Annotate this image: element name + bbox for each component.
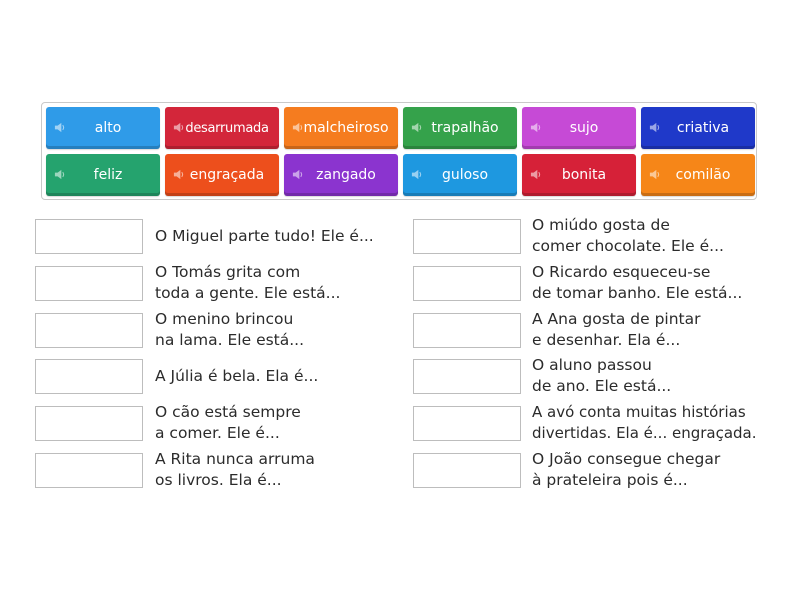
speaker-icon[interactable] [411, 122, 422, 133]
word-tile-engracada[interactable] [165, 154, 279, 196]
word-tile-guloso[interactable] [403, 154, 517, 196]
speaker-icon[interactable] [411, 169, 422, 180]
answer-slot[interactable] [35, 406, 143, 441]
speaker-icon[interactable] [173, 169, 184, 180]
word-tile-label: malcheiroso [303, 120, 389, 136]
answer-slot[interactable] [35, 219, 143, 254]
speaker-icon[interactable] [292, 169, 303, 180]
word-tile-label: criativa [676, 120, 730, 136]
sentence-text: O menino brincou na lama. Ele está... [155, 310, 305, 349]
sentence-text: O miúdo gosta de comer chocolate. Ele é... [532, 216, 724, 255]
speaker-icon[interactable] [173, 122, 184, 133]
answer-slot[interactable] [413, 453, 521, 488]
answer-slot[interactable] [413, 219, 521, 254]
word-tile-bonita[interactable] [522, 154, 636, 196]
sentence-text: O João consegue chegar à prateleira pois é... [532, 450, 721, 489]
speaker-icon[interactable] [54, 169, 65, 180]
word-tile-malcheiroso[interactable] [284, 107, 398, 149]
sentence-text: O Ricardo esqueceu-se de tomar banho. Ele está... [532, 263, 743, 302]
word-tile-zangado[interactable] [284, 154, 398, 196]
sentence-text: A Júlia é bela. Ela é... [155, 367, 319, 385]
word-tile-label: trapalhão [431, 120, 499, 136]
answer-slot[interactable] [35, 313, 143, 348]
sentence-text: O Tomás grita com toda a gente. Ele está... [155, 263, 341, 302]
sentence-text: O Miguel parte tudo! Ele é... [155, 227, 374, 245]
word-tile-comilao[interactable] [641, 154, 755, 196]
answer-slot[interactable] [35, 266, 143, 301]
word-tile-label: guloso [441, 167, 489, 183]
answer-slot[interactable] [413, 266, 521, 301]
word-tile-label: engraçada [189, 167, 265, 183]
word-tile-label: feliz [93, 167, 123, 183]
word-tile-criativa[interactable] [641, 107, 755, 149]
word-bank [41, 102, 757, 200]
word-tile-label: comilão [675, 167, 731, 183]
word-tile-desarrumada[interactable] [165, 107, 279, 149]
answer-slot[interactable] [35, 359, 143, 394]
speaker-icon[interactable] [54, 122, 65, 133]
word-tile-label: zangado [316, 167, 376, 183]
speaker-icon[interactable] [649, 169, 660, 180]
speaker-icon[interactable] [530, 169, 541, 180]
sentence-text: O cão está sempre a comer. Ele é... [155, 403, 301, 442]
sentence-text: A avó conta muitas histórias divertidas. Ela é... engraçada. [532, 403, 757, 442]
word-tile-label: desarrumada [185, 120, 269, 136]
word-tile-label: alto [94, 120, 122, 136]
speaker-icon[interactable] [530, 122, 541, 133]
word-tile-label: bonita [561, 167, 607, 183]
answer-slot[interactable] [35, 453, 143, 488]
answer-slot[interactable] [413, 359, 521, 394]
word-tile-feliz[interactable] [46, 154, 160, 196]
word-tile-trapalhao[interactable] [403, 107, 517, 149]
sentence-text: A Ana gosta de pintar e desenhar. Ela é... [532, 310, 701, 349]
speaker-icon[interactable] [649, 122, 660, 133]
answer-slot[interactable] [413, 313, 521, 348]
sentence-text: A Rita nunca arruma os livros. Ela é... [155, 450, 315, 489]
sentence-text: O aluno passou de ano. Ele está... [532, 356, 672, 395]
word-tile-label: sujo [569, 120, 599, 136]
word-tile-sujo[interactable] [522, 107, 636, 149]
speaker-icon[interactable] [292, 122, 303, 133]
word-tile-alto[interactable] [46, 107, 160, 149]
answer-slot[interactable] [413, 406, 521, 441]
